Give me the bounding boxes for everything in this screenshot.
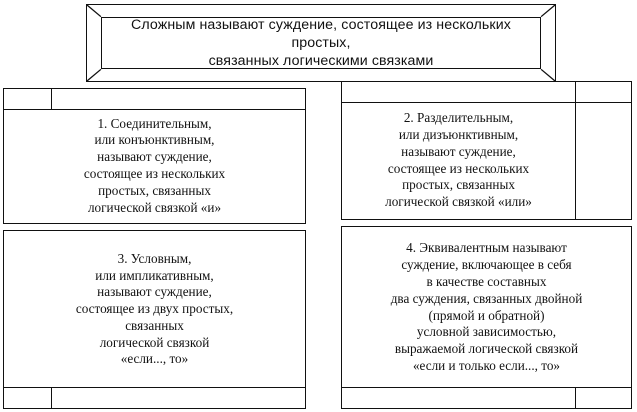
box-disjunctive-text [342, 102, 575, 219]
box-conjunctive-top-strip [4, 89, 305, 110]
box-equivalent-line-1: 4. Эквивалентным называют [406, 240, 567, 256]
header-line-1: Сложным называют суждение, состоящее из нескольких простых, [131, 17, 511, 51]
box-implicative [3, 230, 306, 409]
box-equivalent-line-8: «если и только если..., то» [412, 357, 561, 373]
box-conjunctive-divider [51, 89, 52, 109]
box-implicative-line-7: «если..., то» [120, 351, 189, 367]
box-implicative-text [4, 231, 305, 388]
box-conjunctive-line-6: логической связкой «и» [87, 199, 222, 215]
box-disjunctive-divider [575, 82, 576, 219]
box-conjunctive-line-4: состоящее из нескольких [83, 166, 226, 181]
box-implicative-line-2: или импликативным, [95, 267, 214, 283]
box-conjunctive-line-1: 1. Соединительным, [97, 115, 212, 131]
box-equivalent-line-5: (прямой и обратной) [428, 307, 545, 323]
box-implicative-line-6: логической связкой [99, 334, 210, 350]
box-equivalent-text [342, 227, 631, 388]
box-equivalent-divider [575, 388, 576, 408]
box-disjunctive-line-3: называют суждение, [401, 143, 516, 159]
box-equivalent-line-7: выражаемой логической связкой [394, 341, 579, 357]
header-text [102, 16, 540, 70]
box-conjunctive-text [4, 109, 305, 223]
box-implicative-divider [51, 388, 52, 408]
box-disjunctive-line-2: или дизъюнктивным, [398, 126, 519, 142]
box-equivalent-line-3: в качестве составных [426, 273, 547, 289]
box-equivalent [341, 226, 632, 409]
header-frame [86, 4, 556, 82]
box-equivalent-line-4: два суждения, связанных двойной [390, 290, 583, 306]
box-disjunctive-line-5: простых, связанных [402, 177, 515, 193]
box-implicative-bottom-strip [4, 387, 305, 408]
box-implicative-line-1: 3. Условным, [117, 250, 192, 266]
box-implicative-line-3: называют суждение, [97, 284, 212, 300]
box-implicative-line-5: связанных [125, 317, 184, 333]
box-disjunctive-line-1: 2. Разделительным, [403, 110, 514, 126]
box-implicative-line-4: состоящее из двух простых, [75, 301, 234, 317]
box-conjunctive-line-5: простых, связанных [98, 182, 211, 198]
box-equivalent-line-2: суждение, включающее в себя [401, 257, 572, 273]
box-conjunctive-line-2: или конъюнктивным, [94, 132, 215, 148]
box-equivalent-line-6: условной зависимостью, [416, 324, 557, 340]
box-equivalent-bottom-strip [342, 387, 631, 408]
header-box [101, 17, 541, 69]
box-disjunctive-line-6: логической связкой «или» [385, 194, 532, 210]
box-disjunctive-top-strip [342, 82, 631, 103]
box-conjunctive [3, 88, 306, 224]
box-disjunctive [341, 81, 632, 220]
box-conjunctive-line-3: называют суждение, [97, 149, 212, 165]
header-line-2: связанных логическими связками [208, 53, 434, 69]
box-disjunctive-line-4: состоящее из нескольких [387, 160, 530, 176]
